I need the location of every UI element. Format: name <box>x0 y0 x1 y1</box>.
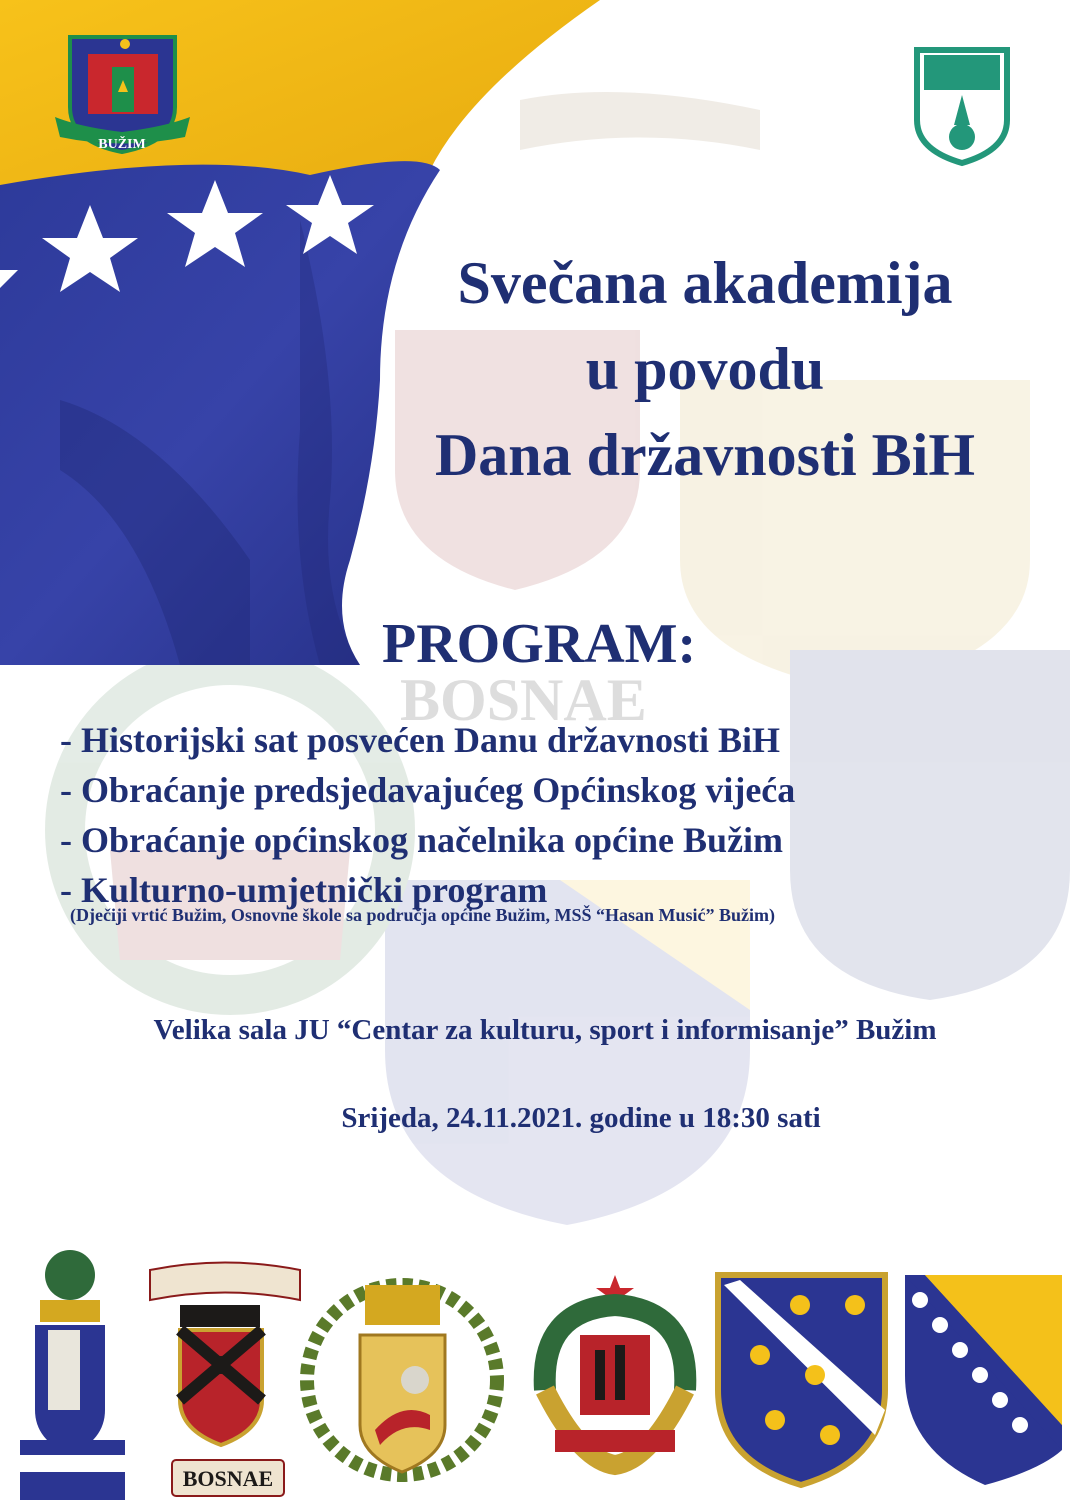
program-note: (Dječiji vrtić Bužim, Osnovne škole sa područja općine Bužim, MSŠ “Hasan Musić” Bužim) <box>70 905 775 925</box>
crest-ribbon-text: BOSNAE <box>182 1466 274 1491</box>
emblem-banner-text: BUŽIM <box>98 137 146 152</box>
lily-coat-of-arms-icon <box>718 1275 885 1485</box>
program-list <box>60 715 1060 915</box>
program-item-2: - Obraćanje predsjedavajućeg Općinskog vijeća <box>60 770 796 810</box>
event-title <box>360 240 1050 498</box>
datetime-text: Srijeda, 24.11.2021. godine u 18:30 sati <box>341 1102 821 1134</box>
venue-text: Velika sala JU “Centar za kulturu, sport i informisanje” Bužim <box>153 1014 937 1046</box>
right-emblem <box>912 45 1012 165</box>
program-item-1: - Historijski sat posvećen Danu državnosti BiH <box>60 720 781 760</box>
watermark-text: BOSNAE <box>400 667 647 733</box>
footer-crests <box>0 1240 1080 1500</box>
title-line-3: Dana državnosti BiH <box>434 422 976 488</box>
program-item-3: - Obraćanje općinskog načelnika općine Bužim <box>60 820 784 860</box>
program-item-4: - Kulturno-umjetnički program <box>60 870 548 910</box>
title-line-1: Svečana akademija <box>457 250 953 316</box>
program-heading: PROGRAM: <box>382 613 697 675</box>
title-line-2: u povodu <box>585 336 825 402</box>
